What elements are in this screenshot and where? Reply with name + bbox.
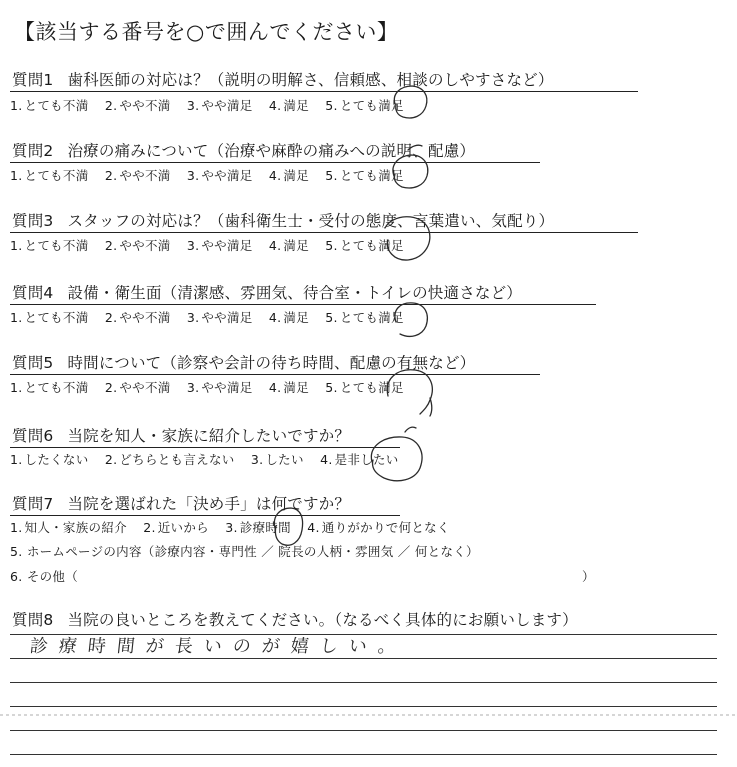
question-1-label: 質問1 xyxy=(12,71,54,89)
q2-option-3[interactable]: 3. やや満足 xyxy=(186,168,253,183)
q6-option-1[interactable]: 1. したくない xyxy=(10,452,89,467)
q2-option-2[interactable]: 2. やや不満 xyxy=(104,168,171,183)
q7-option-2[interactable]: 2. 近いから xyxy=(143,520,209,535)
q7-option-6-close: ） xyxy=(582,569,595,584)
q4-option-5[interactable]: 5. とても満足 xyxy=(325,310,404,325)
question-7-options-row-1 xyxy=(10,518,462,536)
answer-line-2 xyxy=(10,658,717,659)
q5-option-1[interactable]: 1. とても不満 xyxy=(10,380,89,395)
question-4-underline xyxy=(10,304,596,305)
question-5-label: 質問5 xyxy=(12,354,54,372)
q4-option-3[interactable]: 3. やや満足 xyxy=(186,310,253,325)
question-8-text: 当院の良いところを教えてください。（なるべく具体的にお願いします） xyxy=(67,611,578,629)
q3-option-3[interactable]: 3. やや満足 xyxy=(186,238,253,253)
question-1-options xyxy=(10,96,416,114)
question-3-options xyxy=(10,236,416,254)
question-5-text: 時間について（診察や会計の待ち時間、配慮の有無など） xyxy=(67,354,476,372)
q1-option-5[interactable]: 5. とても満足 xyxy=(325,98,404,113)
q2-option-5[interactable]: 5. とても満足 xyxy=(325,168,404,183)
question-2-text: 治療の痛みについて（治療や麻酔の痛みへの説明、配慮） xyxy=(67,142,476,160)
answer-line-6 xyxy=(10,754,717,755)
answer-line-5 xyxy=(10,730,717,731)
question-3-underline xyxy=(10,232,638,233)
question-3-text: スタッフの対応は？（歯科衛生士・受付の態度、言葉遣い、気配り） xyxy=(67,212,555,230)
q2-option-1[interactable]: 1. とても不満 xyxy=(10,168,89,183)
q4-option-4[interactable]: 4. 満足 xyxy=(268,310,309,325)
question-8-handwritten-answer[interactable]: 診療時間が長いのが嬉しい。 xyxy=(28,636,408,657)
question-1-text: 歯科医師の対応は？（説明の明解さ、信頼感、相談のしやすさなど） xyxy=(67,71,554,89)
q2-option-4[interactable]: 4. 満足 xyxy=(268,168,309,183)
q6-option-3[interactable]: 3. したい xyxy=(250,452,304,467)
answer-line-4 xyxy=(10,706,717,707)
question-7-underline xyxy=(10,515,400,516)
question-1-underline xyxy=(10,91,638,92)
q7-option-1[interactable]: 1. 知人・家族の紹介 xyxy=(10,520,127,535)
question-3-title xyxy=(12,209,554,231)
question-6-options xyxy=(10,450,411,468)
question-7-text: 当院を選ばれた「決め手」は何ですか？ xyxy=(67,495,351,513)
q5-option-2[interactable]: 2. やや不満 xyxy=(104,380,171,395)
q3-option-5[interactable]: 5. とても満足 xyxy=(325,238,404,253)
q3-option-2[interactable]: 2. やや不満 xyxy=(104,238,171,253)
form-header: 【該当する番号を○で囲んでください】 xyxy=(14,20,399,44)
q3-option-4[interactable]: 4. 満足 xyxy=(268,238,309,253)
question-8-label: 質問8 xyxy=(12,611,54,629)
question-8-title xyxy=(12,608,578,630)
q6-option-4[interactable]: 4. 是非したい xyxy=(320,452,399,467)
question-6-title xyxy=(12,424,350,446)
q5-option-3[interactable]: 3. やや満足 xyxy=(186,380,253,395)
question-2-label: 質問2 xyxy=(12,142,54,160)
question-6-text: 当院を知人・家族に紹介したいですか？ xyxy=(67,427,351,445)
q5-option-5[interactable]: 5. とても満足 xyxy=(325,380,404,395)
q7-option-4[interactable]: 4. 通りがかりで何となく xyxy=(307,520,450,535)
scan-fold-mark xyxy=(0,714,737,716)
q1-option-2[interactable]: 2. やや不満 xyxy=(104,98,171,113)
question-7-label: 質問7 xyxy=(12,495,54,513)
q1-option-4[interactable]: 4. 満足 xyxy=(268,98,309,113)
question-6-underline xyxy=(10,447,400,448)
q3-option-1[interactable]: 1. とても不満 xyxy=(10,238,89,253)
question-5-underline xyxy=(10,374,540,375)
q6-option-2[interactable]: 2. どちらとも言えない xyxy=(104,452,235,467)
q7-option-3[interactable]: 3. 診療時間 xyxy=(225,520,291,535)
question-4-title xyxy=(12,281,522,303)
q7-option-6[interactable]: 6. その他（ xyxy=(10,569,79,584)
q1-option-1[interactable]: 1. とても不満 xyxy=(10,98,89,113)
question-1-title xyxy=(12,68,554,90)
q1-option-3[interactable]: 3. やや満足 xyxy=(186,98,253,113)
question-2-options xyxy=(10,166,416,184)
question-7-title xyxy=(12,492,350,514)
question-5-options xyxy=(10,378,416,396)
q7-option-5[interactable]: 5. ホームページの内容（診療内容・専門性 ／ 院長の人柄・雰囲気 ／ 何となく） xyxy=(10,544,479,559)
question-3-label: 質問3 xyxy=(12,212,54,230)
question-5-title xyxy=(12,351,475,373)
q4-option-2[interactable]: 2. やや不満 xyxy=(104,310,171,325)
answer-line-3 xyxy=(10,682,717,683)
answer-line-1 xyxy=(10,634,717,635)
question-4-text: 設備・衛生面（清潔感、雰囲気、待合室・トイレの快適さなど） xyxy=(67,284,522,302)
question-4-label: 質問4 xyxy=(12,284,54,302)
question-6-label: 質問6 xyxy=(12,427,54,445)
question-4-options xyxy=(10,308,416,326)
question-2-underline xyxy=(10,162,540,163)
q5-option-4[interactable]: 4. 満足 xyxy=(268,380,309,395)
q4-option-1[interactable]: 1. とても不満 xyxy=(10,310,89,325)
question-2-title xyxy=(12,139,475,161)
